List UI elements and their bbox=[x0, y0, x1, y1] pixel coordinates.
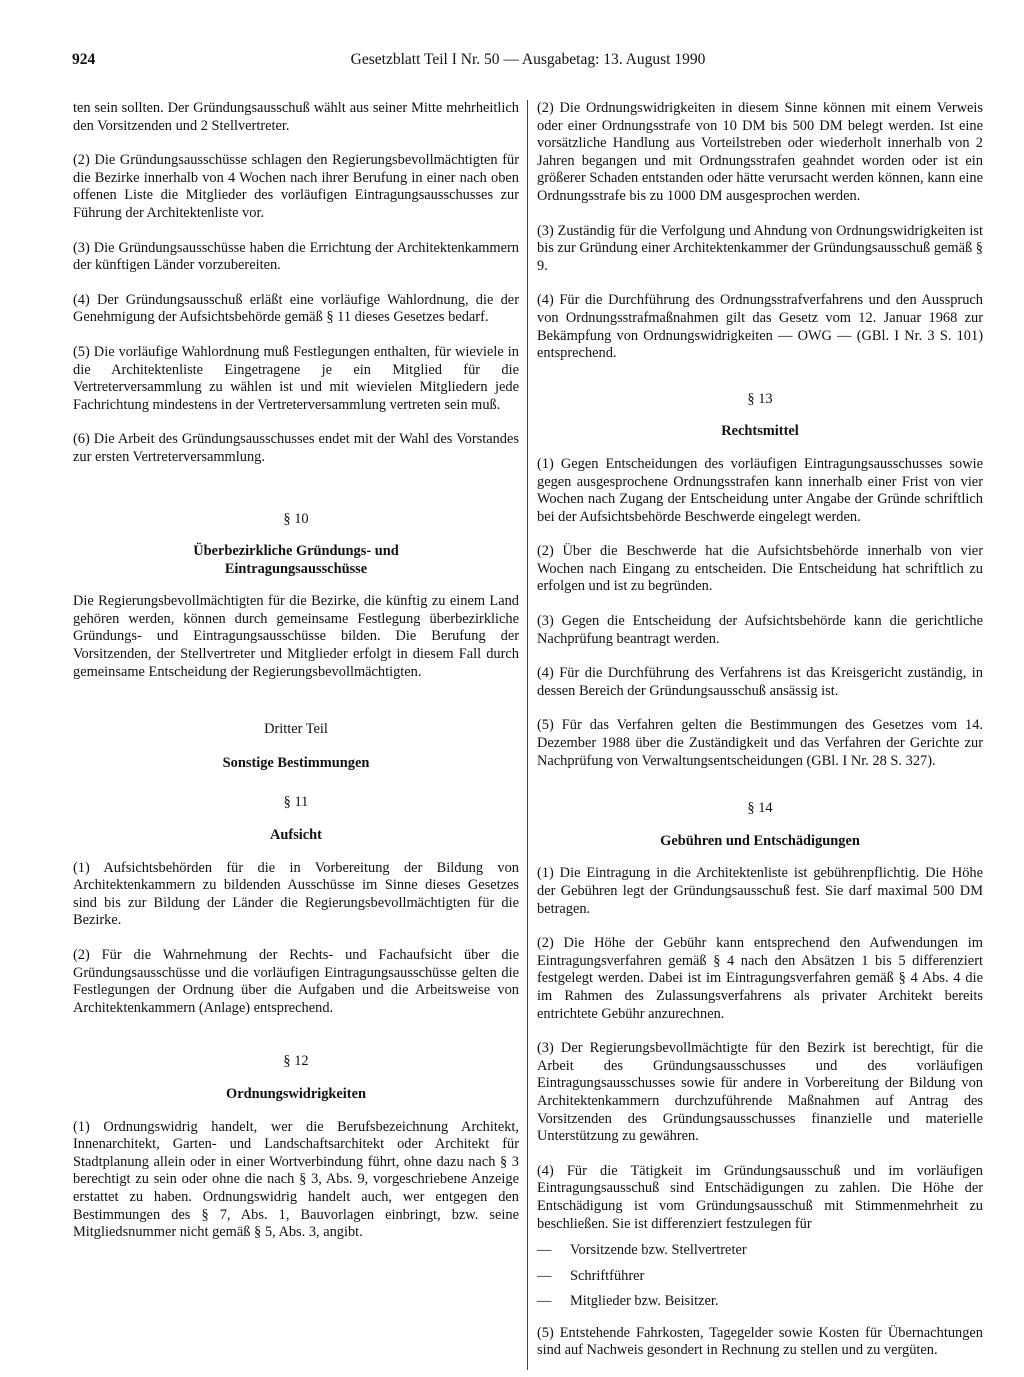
section-10-heading-line2: Eintragungsausschüsse bbox=[224, 560, 368, 577]
section-12-paragraph-3: (3) Zuständig für die Verfolgung und Ahndung von Ordnungswidrigkeiten ist bis zur Gründung einer Architektenkammer der Gründungsausschuß gemäß § 9. bbox=[537, 222, 983, 274]
list-item: — Schriftführer bbox=[537, 1267, 645, 1284]
section-12-heading: Ordnungswidrigkeiten bbox=[226, 1085, 366, 1102]
paragraph-9-2: (2) Die Gründungsausschüsse schlagen den Regierungsbevollmächtigten für die Bezirke innerhalb von 4 Wochen nach ihrer Berufung in einer nach oben offenen Liste die Mitglieder des vorläufigen Eintragungsausschusses zur Führung der Architektenliste vor. bbox=[73, 152, 519, 221]
section-14-paragraph-3: (3) Der Regierungsbevollmächtigte für den Bezirk ist berechtigt, für die Arbeit des Gründungsausschusses und des vorläufigen Eintragungsausschusses sowie für andere in Vorbereitung der Bildung von Architektenkammern durchzuführende Maßnahmen auf Antrag des Vorsitzenden des Gründungsausschusses finanzielle und materielle Unterstützung zu gewähren. bbox=[537, 1040, 983, 1145]
page-header bbox=[72, 48, 984, 72]
paragraph-continued: ten sein sollten. Der Gründungsausschuß wählt aus seiner Mitte mehrheitlich den Vorsitzenden und 2 Stellvertreter. bbox=[73, 100, 519, 134]
section-13-paragraph-1: (1) Gegen Entscheidungen des vorläufigen Eintragungsausschusses sowie gegen ausgesprochene Ordnungsstrafen kann innerhalb einer Frist von vier Wochen nach Zugang der Entscheidung unter Angabe der Gründe schriftlich bei der Aufsichtsbehörde Beschwerde eingelegt werden. bbox=[537, 455, 983, 525]
section-11-number: § 11 bbox=[283, 794, 309, 811]
right-column bbox=[537, 100, 983, 1377]
section-12-paragraph-1: (1) Ordnungswidrig handelt, wer die Berufsbezeichnung Architekt, Innenarchitekt, Garten- und Landschaftsarchitekt oder Architekt für Stadtplanung allein oder in einer Wortverbindung führt, ohne dazu nach § 3 berechtigt zu sein oder ohne die nach § 3, Abs. 9, vorgeschriebene Anzeige erstattet zu haben. Ordnungswidrig handelt auch, wer entgegen den Bestimmungen des § 7, Abs. 1, Bauvorlagen einbringt, bzw. seine Mitgliedsnummer nicht gemäß § 5, Abs. 3, angibt. bbox=[73, 1118, 519, 1241]
section-13-paragraph-2: (2) Über die Beschwerde hat die Aufsichtsbehörde innerhalb von vier Wochen nach Eingang zu entscheiden. Die Entscheidung hat schriftlich zu erfolgen und ist zu begründen. bbox=[537, 543, 983, 595]
section-13-paragraph-4: (4) Für die Durchführung des Verfahrens ist das Kreisgericht zuständig, in dessen Bereich der Gründungsausschuß ansässig ist. bbox=[537, 665, 983, 699]
section-12-number: § 12 bbox=[283, 1053, 309, 1070]
section-14-paragraph-4: (4) Für die Tätigkeit im Gründungsausschuß und im vorläufigen Eintragungsausschuß sind Entschädigungen zu zahlen. Die Höhe der Entschädigung ist vom Gründungsausschuß mit Stimmenmehrheit zu beschließen. Sie ist differenziert festzulegen für bbox=[537, 1162, 983, 1232]
section-10-number: § 10 bbox=[283, 510, 309, 527]
section-12-paragraph-4: (4) Für die Durchführung des Ordnungsstrafverfahrens und den Ausspruch von Ordnungsstrafmaßnahmen gilt das Gesetz vom 12. Januar 1968 zur Bekämpfung von Ordnungswidrigkeiten — OWG — (GBl. I Nr. 3 S. 101) entsprechend. bbox=[537, 292, 983, 362]
section-11-paragraph-1: (1) Aufsichtsbehörden für die in Vorbereitung der Bildung von Architektenkammern zu bildenden Ausschüsse im Sinne dieses Gesetzes sind bis zur Bildung der Länder die Regierungsbevollmächtigten für die Bezirke. bbox=[73, 859, 519, 929]
part-title: Dritter Teil bbox=[264, 721, 328, 738]
section-14-paragraph-5: (5) Entstehende Fahrkosten, Tagegelder sowie Kosten für Übernachtungen sind auf Nachweis gesondert in Rechnung zu stellen und zu vergüten. bbox=[537, 1324, 983, 1359]
list-item: — Mitglieder bzw. Beisitzer. bbox=[537, 1293, 719, 1310]
part-heading: Sonstige Bestimmungen bbox=[222, 754, 370, 771]
paragraph-9-6: (6) Die Arbeit des Gründungsausschusses endet mit der Wahl des Vorstandes zur ersten Vertreterversammlung. bbox=[73, 431, 519, 465]
section-12-paragraph-2: (2) Die Ordnungswidrigkeiten in diesem Sinne können mit einem Verweis oder einer Ordnungsstrafe von 10 DM bis 500 DM belegt werden. Ist eine vorsätzliche Handlung aus Vorteilstreben oder wiederholt innerhalb von 2 Jahren begangen und mit Ordnungsstrafen geahndet worden oder ist ein größerer Schaden entstanden oder hätte verursacht werden können, kann eine Ordnungsstrafe bis zu 1000 DM ausgesprochen werden. bbox=[537, 100, 983, 204]
paragraph-9-4: (4) Der Gründungsausschuß erläßt eine vorläufige Wahlordnung, die der Genehmigung der Aufsichtsbehörde gemäß § 11 dieses Gesetzes bedarf. bbox=[73, 291, 519, 326]
section-13-paragraph-3: (3) Gegen die Entscheidung der Aufsichtsbehörde kann die gerichtliche Nachprüfung beantragt werden. bbox=[537, 613, 983, 647]
section-13-number: § 13 bbox=[747, 390, 773, 407]
compensation-list bbox=[537, 1242, 983, 1311]
section-11-paragraph-2: (2) Für die Wahrnehmung der Rechts- und Fachaufsicht über die Gründungsausschüsse und die vorläufigen Eintragungsausschüsse gelten die Festlegungen der Ordnung über die Aufgaben und die Arbeitsweise von Architektenkammern (Anlage) entsprechend. bbox=[73, 947, 519, 1016]
paragraph-9-3: (3) Die Gründungsausschüsse haben die Errichtung der Architektenkammern der künftigen Länder vorzubereiten. bbox=[73, 239, 519, 274]
paragraph-9-5: (5) Die vorläufige Wahlordnung muß Festlegungen enthalten, für wieviele in die Architektenliste Eingetragene je ein Mitglied für die Vertreterversammlung zu wählen ist und mit wievielen Mitgliedern jede Fachrichtung mindestens in der Vertreterversammlung vertreten sein muß. bbox=[73, 343, 519, 413]
section-11-heading: Aufsicht bbox=[270, 827, 322, 844]
list-item: — Vorsitzende bzw. Stellvertreter bbox=[537, 1242, 747, 1259]
section-10-paragraph: Die Regierungsbevollmächtigten für die Bezirke, die künftig zu einem Land gehören werden, können durch gemeinsame Festlegung überbezirkliche Gründungs- und Eintragungsausschüsse bilden. Die Berufung der Vorsitzenden, der Stellvertreter und Mitglieder erfolgt in diesem Fall durch gemeinsame Entscheidung der Regierungsbevollmächtigten. bbox=[73, 593, 519, 680]
page-number: 924 bbox=[72, 51, 96, 68]
section-14-paragraph-2: (2) Die Höhe der Gebühr kann entsprechend den Aufwendungen im Eintragungsverfahren gemäß § 4 nach den Absätzen 1 bis 5 differenziert festgelegt werden. Dabei ist im Eintragungsverfahren gemäß § 4 Abs. 4 die im Rahmen des Zulassungsverfahrens als privater Architekt bereits entrichtete Gebühr anzurechnen. bbox=[537, 935, 983, 1022]
section-13-paragraph-5: (5) Für das Verfahren gelten die Bestimmungen des Gesetzes vom 14. Dezember 1988 über die Zuständigkeit und das Verfahren der Gerichte zur Nachprüfung von Verwaltungsentscheidungen (GBl. I Nr. 28 S. 327). bbox=[537, 717, 983, 769]
section-14-heading: Gebühren und Entschädigungen bbox=[660, 832, 860, 849]
section-14-paragraph-1: (1) Die Eintragung in die Architektenliste ist gebührenpflichtig. Die Höhe der Gebühren legt der Gründungsausschuß fest. Sie darf maximal 500 DM betragen. bbox=[537, 865, 983, 917]
section-14-number: § 14 bbox=[747, 800, 773, 817]
left-column bbox=[73, 100, 519, 1259]
column-divider bbox=[527, 100, 528, 1370]
header-title: Gesetzblatt Teil I Nr. 50 — Ausgabetag: 13. August 1990 bbox=[350, 51, 706, 68]
section-13-heading: Rechtsmittel bbox=[721, 423, 799, 440]
section-10-heading-line1: Überbezirkliche Gründungs- und bbox=[193, 543, 399, 560]
